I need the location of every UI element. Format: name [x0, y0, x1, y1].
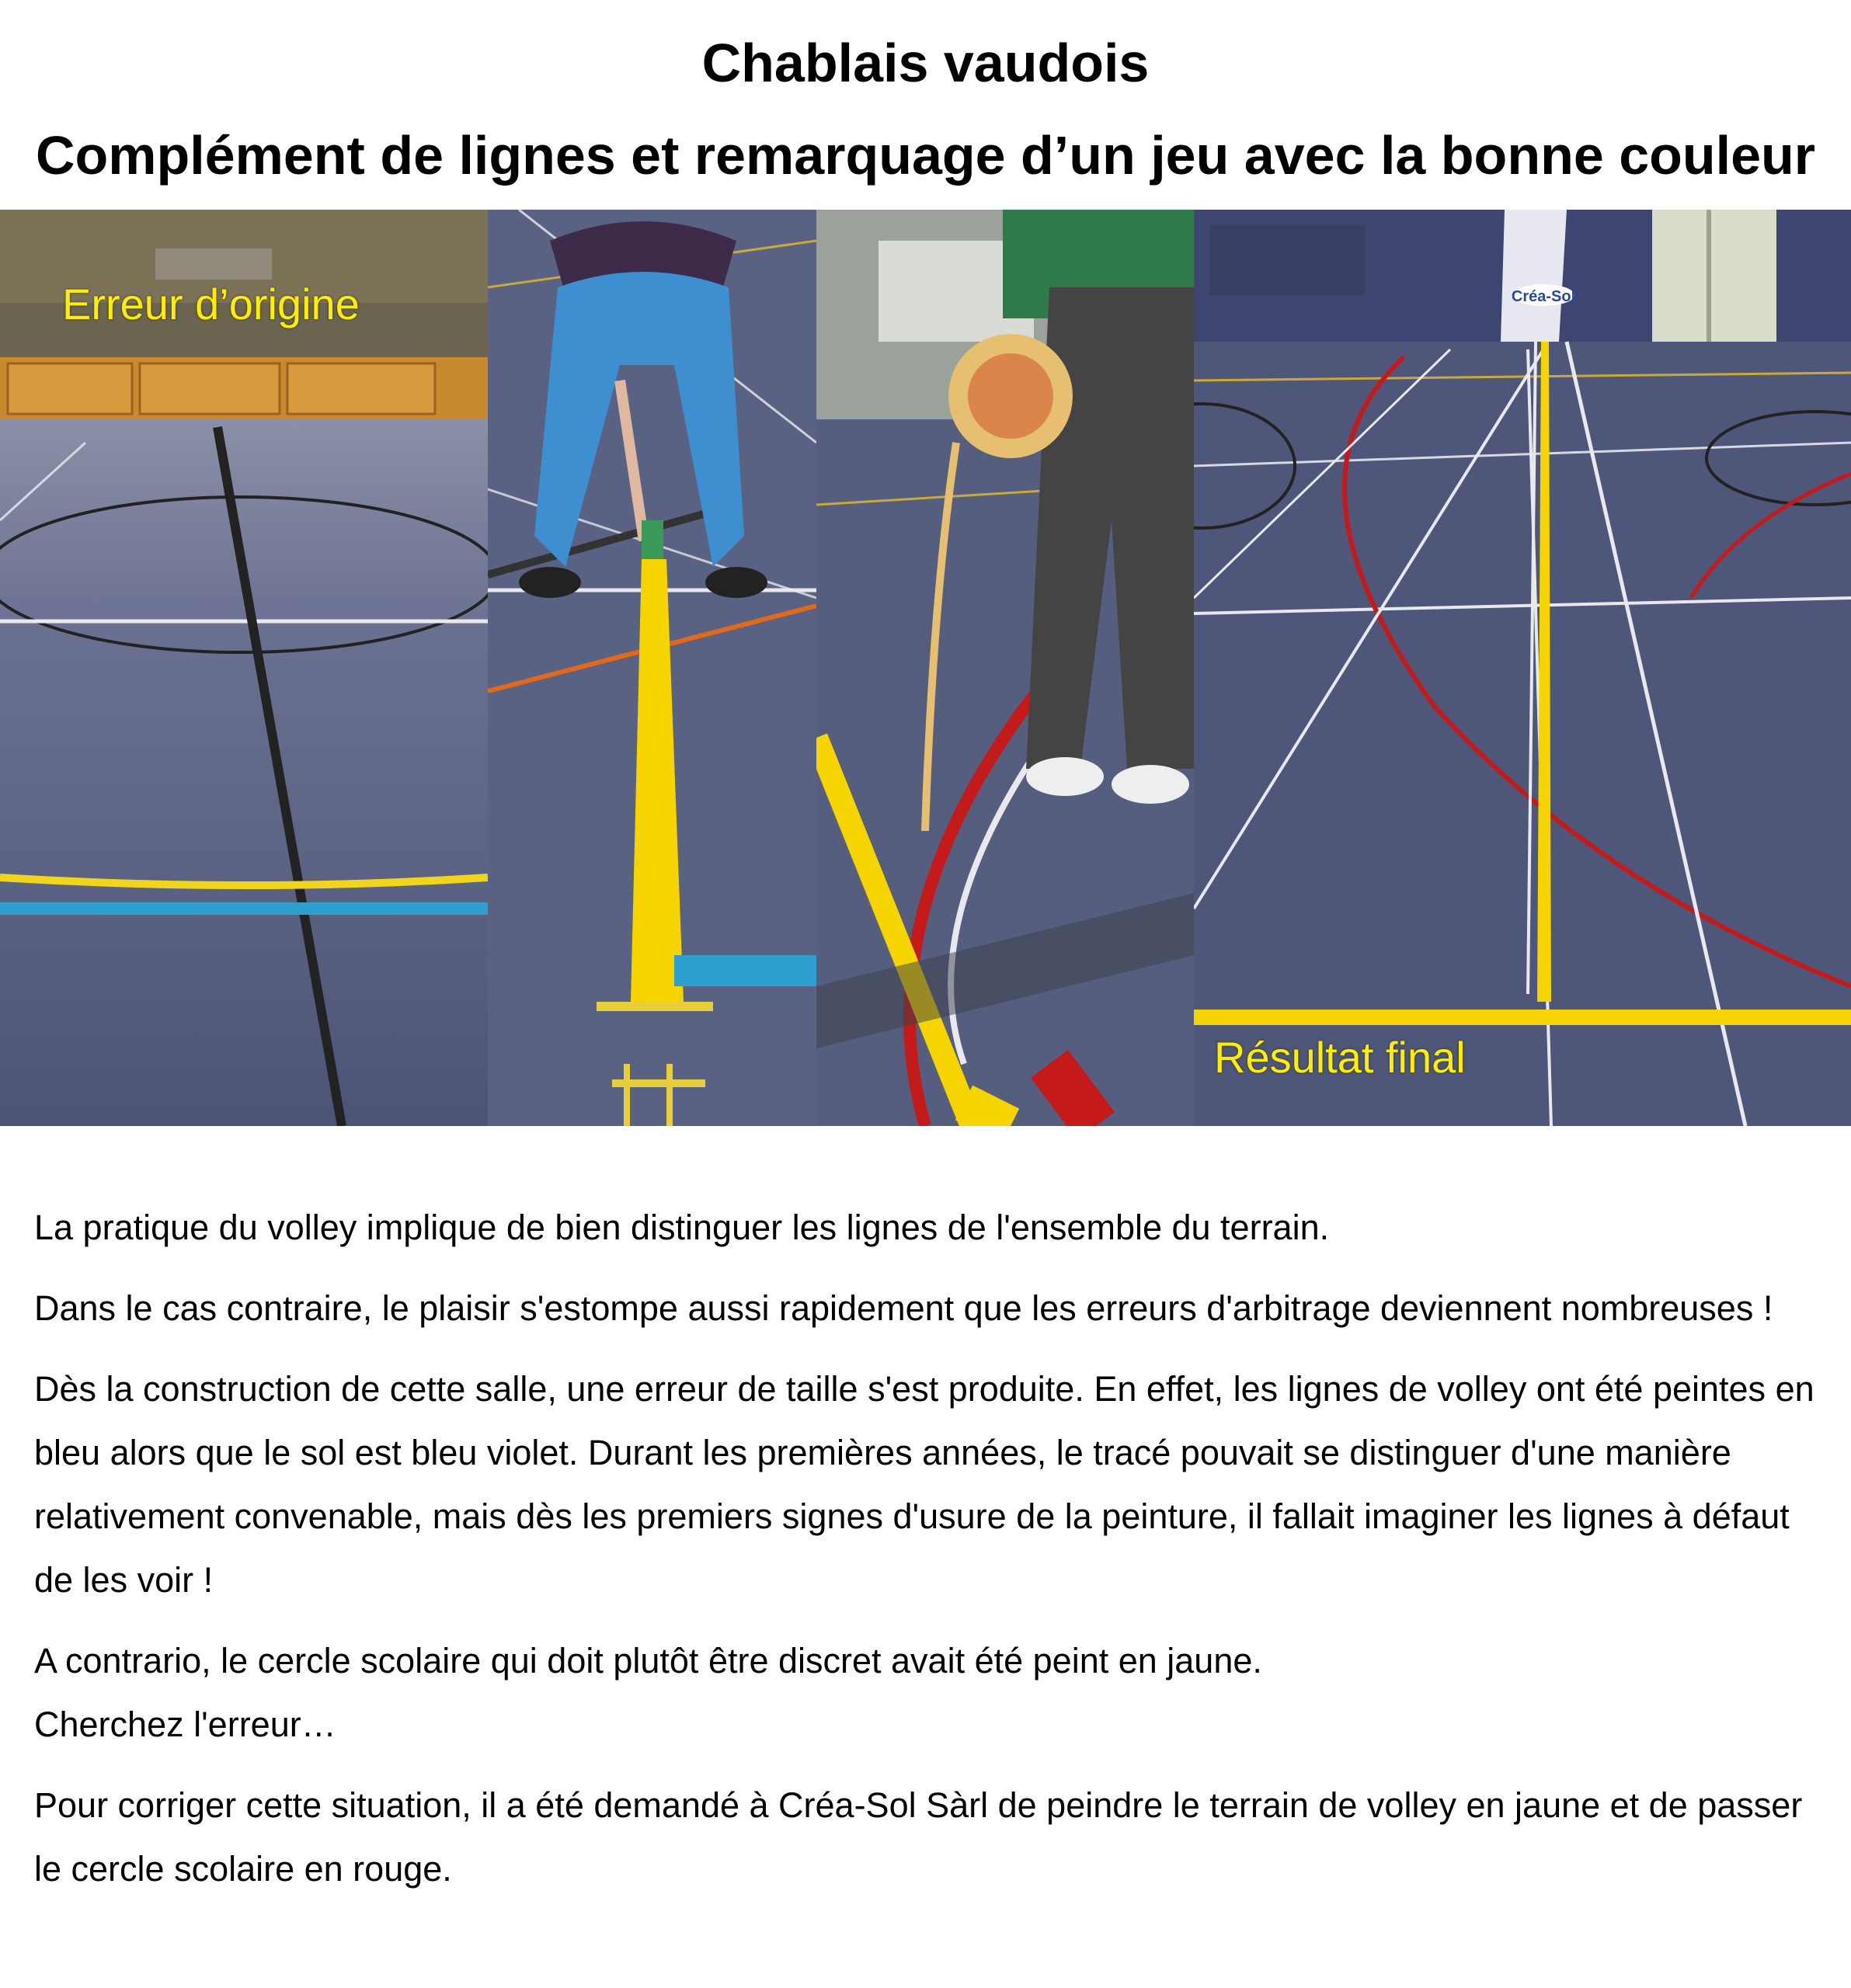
- crea-sol-logo: Créa-Sol: [1511, 288, 1576, 305]
- page-subtitle: Complément de lignes et remarquage d’un jeu avec la bonne couleur: [35, 125, 1816, 186]
- article-body: [34, 1196, 1821, 1918]
- photo-removing-tape: [816, 210, 1194, 1126]
- paragraph: Dans le cas contraire, le plaisir s'estompe aussi rapidement que les erreurs d'arbitrage deviennent nombreuses !: [34, 1288, 1773, 1328]
- paragraph: A contrario, le cercle scolaire qui doit plutôt être discret avait été peint en jaune.: [34, 1641, 1262, 1680]
- photo-painting-line: [488, 210, 816, 1126]
- paragraph: Dès la construction de cette salle, une erreur de taille s'est produite. En effet, les lignes de volley ont été peintes en bleu alors que le sol est bleu violet. Durant les premières années, le tracé pouvait se distinguer d'une manière relativement convenable, mais dès les premiers signes d'usure de la peinture, il fallait imaginer les lignes à défaut de les voir !: [34, 1369, 1814, 1600]
- photo-collage: [0, 210, 1851, 1126]
- paragraph: La pratique du volley implique de bien distinguer les lignes de l'ensemble du terrain.: [34, 1208, 1330, 1247]
- paragraph: Cherchez l'erreur…: [34, 1705, 336, 1744]
- photo-final-result: [1194, 210, 1851, 1126]
- paragraph: Pour corriger cette situation, il a été demandé à Créa-Sol Sàrl de peindre le terrain de volley en jaune et de passer le cercle scolaire en rouge.: [34, 1785, 1803, 1889]
- page-title: Chablais vaudois: [701, 33, 1150, 93]
- photo-original-error: [0, 210, 488, 1126]
- caption-final-result: Résultat final: [1214, 1033, 1466, 1082]
- caption-original-error: Erreur d’origine: [62, 280, 360, 328]
